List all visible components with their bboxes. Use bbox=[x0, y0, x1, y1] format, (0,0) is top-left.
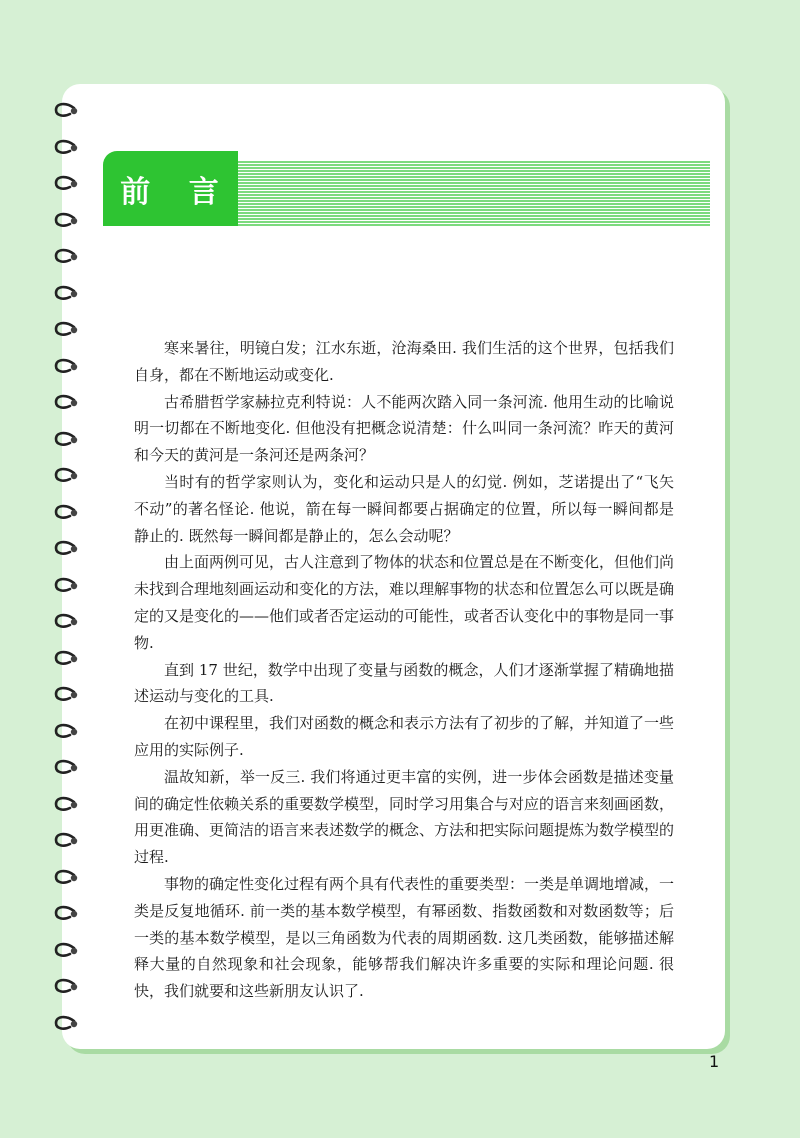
spiral-ring-icon bbox=[52, 611, 82, 633]
spiral-ring-icon bbox=[52, 429, 82, 451]
spiral-ring-icon bbox=[52, 356, 82, 378]
spiral-ring-icon bbox=[52, 502, 82, 524]
spiral-ring-icon bbox=[52, 940, 82, 962]
paragraph: 在初中课程里，我们对函数的概念和表示方法有了初步的了解，并知道了一些应用的实际例子. bbox=[134, 714, 675, 759]
spiral-ring-icon bbox=[52, 1013, 82, 1035]
page-number: 1 bbox=[709, 1052, 720, 1071]
paragraph: 古希腊哲学家赫拉克利特说：人不能两次踏入同一条河流. 他用生动的比喻说明一切都在不断地变化. 但他没有把概念说清楚：什么叫同一条河流？昨天的黄河和今天的黄河是一条河还是两条河？ bbox=[134, 392, 674, 465]
spiral-ring-icon bbox=[52, 283, 82, 305]
spiral-ring-icon bbox=[52, 210, 82, 232]
preface-body bbox=[134, 335, 674, 1005]
spiral-ring-icon bbox=[52, 721, 82, 743]
spiral-ring-icon bbox=[52, 830, 82, 852]
spiral-ring-icon bbox=[52, 137, 82, 159]
spiral-ring-icon bbox=[52, 976, 82, 998]
chapter-title: 前 言 bbox=[103, 151, 238, 226]
spiral-ring-icon bbox=[52, 246, 82, 268]
spiral-ring-icon bbox=[52, 392, 82, 414]
paragraph: 直到 17 世纪，数学中出现了变量与函数的概念，人们才逐渐掌握了精确地描述运动与变化的工具. bbox=[134, 660, 674, 706]
spiral-ring-icon bbox=[52, 100, 82, 122]
spiral-ring-icon bbox=[52, 684, 82, 706]
paragraph: 事物的确定性变化过程有两个具有代表性的重要类型：一类是单调地增减，一类是反复地循环. 前一类的基本数学模型，有幂函数、指数函数和对数函数等；后一类的基本数学模型，是以三角函数为代表的周期函数. 这几类函数，能够描述解释大量的自然现象和社会现象，能够帮我们解决许多重要的实际和理论问题. 很快，我们就要和这些新朋友认识了. bbox=[134, 874, 675, 1001]
spiral-ring-icon bbox=[52, 465, 82, 487]
spiral-binding bbox=[52, 100, 92, 1050]
title-stripes-decoration bbox=[238, 160, 710, 226]
paragraph: 由上面两例可见，古人注意到了物体的状态和位置总是在不断变化，但他们尚未找到合理地刻画运动和变化的方法，难以理解事物的状态和位置怎么可以既是确定的又是变化的——他们或者否定运动的可能性，或者否认变化中的事物是同一事物. bbox=[134, 553, 675, 652]
spiral-ring-icon bbox=[52, 648, 82, 670]
spiral-ring-icon bbox=[52, 867, 82, 889]
paragraph: 寒来暑往，明镜白发；江水东逝，沧海桑田. 我们生活的这个世界，包括我们自身，都在不断地运动或变化. bbox=[134, 339, 674, 384]
spiral-ring-icon bbox=[52, 173, 82, 195]
paragraph: 温故知新，举一反三. 我们将通过更丰富的实例，进一步体会函数是描述变量间的确定性依赖关系的重要数学模型，同时学习用集合与对应的语言来刻画函数，用更准确、更简洁的语言来表述数学的概念、方法和把实际问题提炼为数学模型的过程. bbox=[134, 767, 675, 867]
spiral-ring-icon bbox=[52, 538, 82, 560]
spiral-ring-icon bbox=[52, 757, 82, 779]
spiral-ring-icon bbox=[52, 575, 82, 597]
paragraph: 当时有的哲学家则认为，变化和运动只是人的幻觉. 例如，芝诺提出了“飞矢不动”的著名怪论. 他说，箭在每一瞬间都要占据确定的位置，所以每一瞬间都是静止的. 既然每一瞬间都是静止的，怎么会动呢？ bbox=[134, 472, 674, 545]
spiral-ring-icon bbox=[52, 794, 82, 816]
spiral-ring-icon bbox=[52, 319, 82, 341]
spiral-ring-icon bbox=[52, 903, 82, 925]
